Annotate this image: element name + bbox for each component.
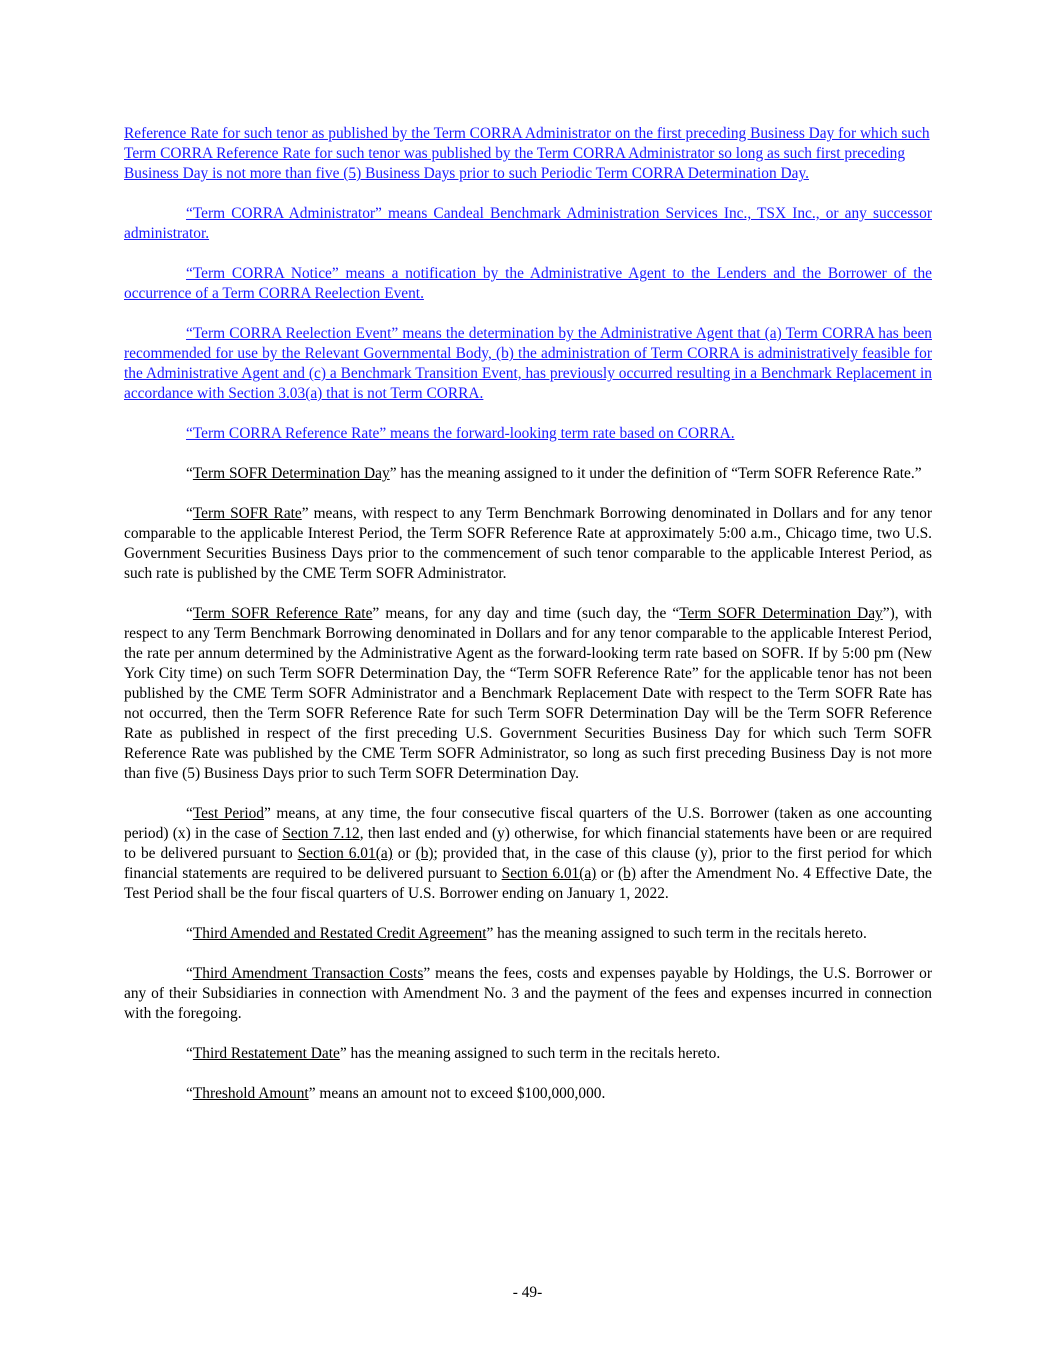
open-quote: “ [186, 605, 193, 622]
definition-text: ” has the meaning assigned to it under the definition of “Term SOFR Reference Rate.” [389, 465, 922, 482]
definition-text: ” means an amount not to exceed $100,000,000. [308, 1085, 606, 1102]
section-reference: (b) [618, 865, 636, 882]
section-reference: Section 6.01(a) [297, 845, 393, 862]
open-quote: “ [186, 1045, 193, 1062]
definition-term-corra-reelection-event [124, 324, 932, 404]
page-number: - 49- [512, 1284, 543, 1301]
paragraph-term-corra-continuation [124, 124, 932, 184]
defined-term: Third Restatement Date [192, 1045, 340, 1062]
section-reference: Section 6.01(a) [501, 865, 597, 882]
definition-term-corra-reference-rate [124, 424, 932, 444]
definition-threshold-amount [124, 1084, 932, 1104]
definition-text: ” means the fees, costs and expenses payable by Holdings, the U.S. Borrower or any of their Subsidiaries in connection with Amendment No. 3 and the payment of the fees and expenses incurred in connection with the foregoing. [124, 965, 932, 1022]
definition-text: ” means, with respect to any Term Benchmark Borrowing denominated in Dollars and for any tenor comparable to the applicable Interest Period, the Term SOFR Reference Rate at approximately 5:00 a.m., Chicago time, two U.S. Government Securities Business Days prior to the commencement of such tenor comparable to the applicable Interest Period, as such rate is published by the CME Term SOFR Administrator. [124, 505, 932, 582]
definition-text: ” means, at any time, the four consecutive fiscal quarters of the U.S. Borrower (taken as one accounting period) (x) in the case of [124, 805, 933, 842]
section-reference: Section 7.12 [282, 825, 360, 842]
inserted-text: Reference Rate for such tenor as published by the Term CORRA Administrator on the first preceding Business Day for which such Term CORRA Reference Rate for such tenor was published by the Term CORRA Administrator so long as such first preceding Business Day is not more than five (5) Business Days prior to such Periodic Term CORRA Determination Day. [124, 125, 930, 182]
definition-text: , then last ended and (y) otherwise, for which financial statements have been or are required to be delivered pursuant to [124, 825, 932, 862]
inserted-text: “Term CORRA Reference Rate” means the forward-looking term rate based on CORRA. [186, 425, 735, 442]
defined-term: Third Amendment Transaction Costs [192, 965, 424, 982]
defined-term: Third Amended and Restated Credit Agreement [192, 925, 487, 942]
definition-text: or [596, 865, 619, 882]
definition-term-sofr-rate [124, 504, 932, 584]
definition-third-amended-restated-credit-agreement [124, 924, 932, 944]
section-reference: (b) [415, 845, 434, 862]
open-quote: “ [186, 465, 193, 482]
inserted-text: “Term CORRA Notice” means a notification by the Administrative Agent to the Lenders and the Borrower of the occurrence of a Term CORRA Reelection Event. [124, 265, 932, 302]
inserted-text: “Term CORRA Administrator” means Candeal Benchmark Administration Services Inc., TSX Inc., or any successor administrator. [124, 205, 932, 242]
open-quote: “ [186, 965, 193, 982]
definition-text: ” means, for any day and time (such day, the “ [372, 605, 680, 622]
definition-third-restatement-date [124, 1044, 932, 1064]
open-quote: “ [186, 1085, 193, 1102]
definition-term-sofr-determination-day [124, 464, 932, 484]
definition-test-period [124, 804, 932, 904]
definition-text: ” has the meaning assigned to such term in the recitals hereto. [339, 1045, 721, 1062]
definition-term-corra-notice [124, 264, 932, 304]
definition-text: ” has the meaning assigned to such term in the recitals hereto. [486, 925, 867, 942]
open-quote: “ [186, 805, 193, 822]
inserted-text: “Term CORRA Reelection Event” means the determination by the Administrative Agent that (a) Term CORRA has been recommended for use by the Relevant Governmental Body, (b) the administration of Term CORRA is administratively feasible for the Administrative Agent and (c) a Benchmark Transition Event, has previously occurred resulting in a Benchmark Replacement in accordance with Section 3.03(a) that is not Term CORRA. [124, 325, 932, 402]
defined-term: Term SOFR Reference Rate [192, 605, 373, 622]
definition-text: ”), with respect to any Term Benchmark Borrowing denominated in Dollars and for any tenor comparable to the applicable Interest Period, the rate per annum determined by the Administrative Agent as the forward-looking term rate based on SOFR. If by 5:00 pm (New York City time) on such Term SOFR Determination Day, the “Term SOFR Reference Rate” for the applicable tenor has not been published by the CME Term SOFR Administrator and a Benchmark Replacement Date with respect to the Term SOFR Rate has not occurred, then the Term SOFR Reference Rate for such Term SOFR Determination Day will be the Term SOFR Reference Rate as published in respect of the first preceding U.S. Government Securities Business Day for which such Term SOFR Reference Rate was published by the CME Term SOFR Administrator, so long as such first preceding Business Day is not more than five (5) Business Days prior to such Term SOFR Determination Day. [124, 605, 932, 782]
open-quote: “ [186, 925, 193, 942]
definition-text: ; provided that, in the case of this clause (y), prior to the first period for which financial statements are required to be delivered pursuant to [124, 845, 932, 882]
open-quote: “ [186, 505, 193, 522]
definition-text: or [392, 845, 416, 862]
definition-text: after the Amendment No. 4 Effective Date, the Test Period shall be the four fiscal quarters of U.S. Borrower ending on January 1, 2022. [124, 865, 932, 902]
defined-term-inline: Term SOFR Determination Day [679, 605, 883, 622]
definition-third-amendment-transaction-costs [124, 964, 932, 1024]
definition-term-sofr-reference-rate [124, 604, 932, 784]
defined-term: Term SOFR Rate [192, 505, 302, 522]
document-page [124, 124, 932, 1124]
defined-term: Threshold Amount [192, 1085, 309, 1102]
defined-term: Term SOFR Determination Day [192, 465, 390, 482]
definition-term-corra-administrator [124, 204, 932, 244]
defined-term: Test Period [192, 805, 265, 822]
